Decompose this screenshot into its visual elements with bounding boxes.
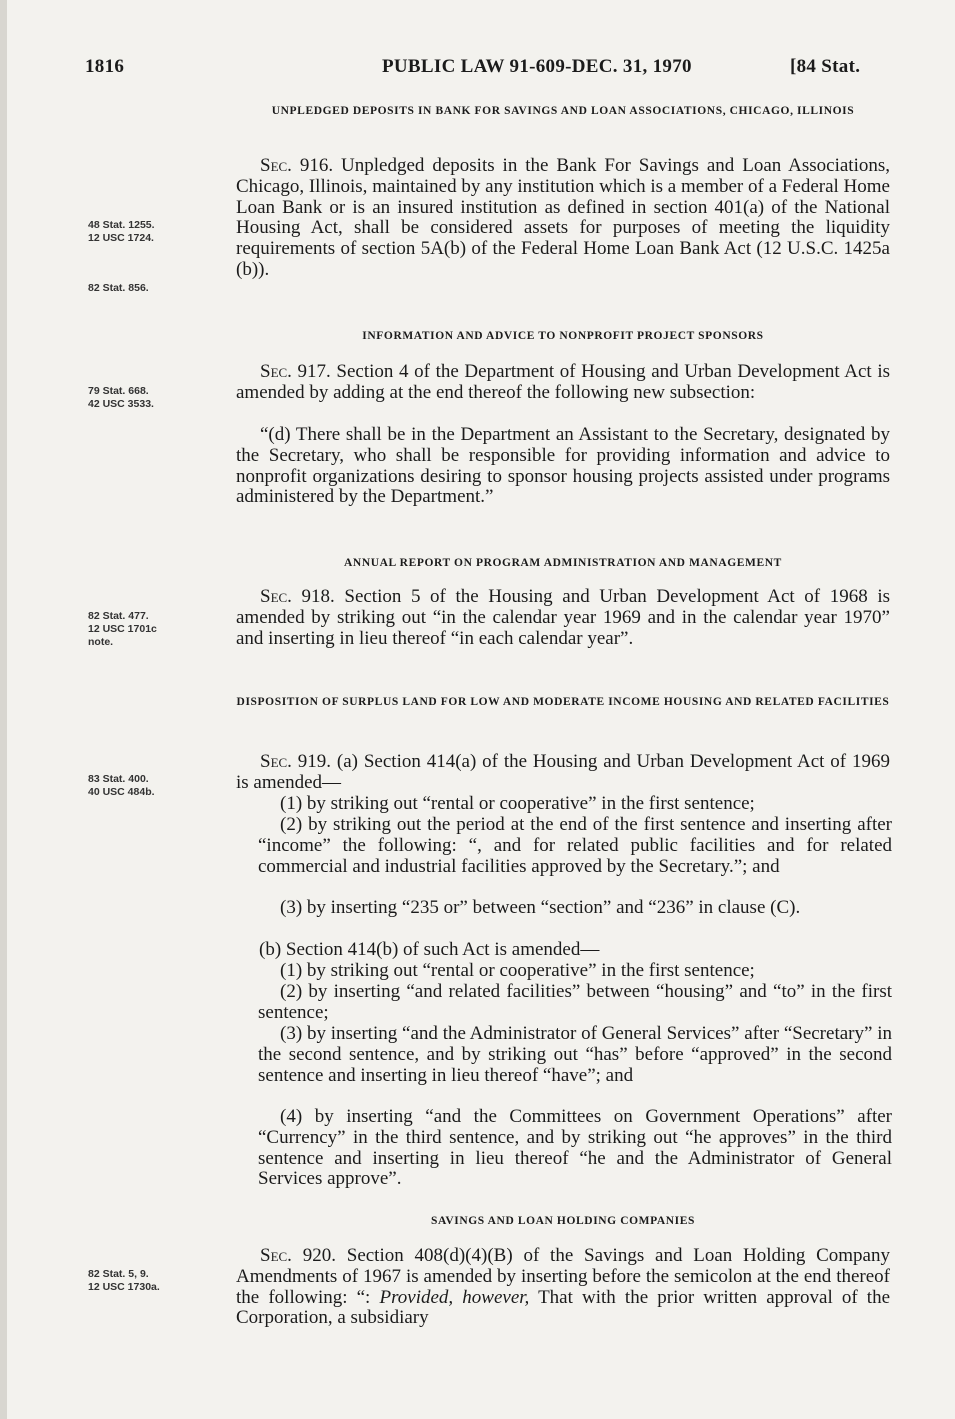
- sec-label: Sec.: [260, 586, 292, 607]
- section-917-quote: “(d) There shall be in the Department an Assistant to the Secretary, designated by the Secretary, who shall be responsible for providing information and advice to nonprofit organizations desiring to sponsor housing projects assisted under programs administered by the Department.”: [236, 424, 890, 508]
- margin-citation: note.: [88, 636, 114, 648]
- subsection-a-item-3: (3) by inserting “235 or” between “section” and “236” in clause (C).: [280, 897, 801, 918]
- subsection-a-item-2: (2) by striking out the period at the end of the first sentence and inserting after “income” the following: “, and for related public facilities and for related commercial and industrial facilities approved by the Secretary.”; and: [258, 814, 892, 877]
- section-920-heading: SAVINGS AND LOAN HOLDING COMPANIES: [430, 1215, 696, 1227]
- margin-note-916: [88, 219, 213, 245]
- volume-reference: [84 Stat.: [790, 56, 861, 77]
- margin-citation: 48 Stat. 1255.: [88, 219, 155, 231]
- margin-citation: 82 Stat. 5, 9.: [88, 1268, 149, 1280]
- section-918-body: 918. Section 5 of the Housing and Urban Development Act of 1968 is amended by striking out “in the calendar year 1969 and in the calendar year 1970” and inserting in lieu thereof “in each calendar year”.: [236, 586, 890, 649]
- section-920-body-end: That with the prior written approval of the Corporation, a subsidiary: [236, 1286, 891, 1329]
- section-919-heading: DISPOSITION OF SURPLUS LAND FOR LOW AND MODERATE INCOME HOUSING AND RELATED FACILITIES: [236, 696, 890, 708]
- section-918-heading: ANNUAL REPORT ON PROGRAM ADMINISTRATION AND MANAGEMENT: [344, 557, 782, 569]
- margin-citation: 40 USC 484b.: [88, 786, 155, 798]
- sec-label: Sec.: [260, 155, 292, 176]
- section-920-proviso: Provided, however,: [379, 1286, 530, 1308]
- page-number: 1816: [85, 56, 125, 77]
- sec-label: Sec.: [260, 751, 292, 772]
- section-916-body: 916. Unpledged deposits in the Bank For Savings and Loan Associations, Chicago, Illinois, maintained by any institution which is a member of a Federal Home Loan Bank or is an insured institution as defined in section 401(a) of the National Housing Act, shall be considered assets for purposes of meeting the liquidity requirements of section 5A(b) of the Federal Home Loan Bank Act (12 U.S.C. 1425a (b)).: [236, 155, 890, 280]
- section-917-heading: INFORMATION AND ADVICE TO NONPROFIT PROJECT SPONSORS: [362, 330, 764, 342]
- margin-citation: 12 USC 1724.: [88, 232, 154, 244]
- section-920-body-start: 920. Section 408(d)(4)(B) of the Savings and Loan Holding Company Amendments of 1967 is amended by inserting before the semicolon at the end thereof the following: “:: [236, 1245, 890, 1308]
- subsection-b-item-1: (1) by striking out “rental or cooperative” in the first sentence;: [280, 960, 755, 981]
- margin-note-919: [88, 773, 213, 799]
- margin-citation: 82 Stat. 856.: [88, 282, 149, 294]
- margin-note-918: [88, 610, 213, 649]
- margin-citation: 12 USC 1730a.: [88, 1281, 160, 1293]
- subsection-b-item-3: (3) by inserting “and the Administrator of General Services” after “Secretary” in the second sentence, and by striking out “has” before “approved” in the second sentence and inserting in lieu thereof “have”; and: [258, 1023, 892, 1086]
- sec-label: Sec.: [260, 1245, 292, 1266]
- subsection-b-intro: (b) Section 414(b) of such Act is amended—: [259, 939, 600, 960]
- margin-note-916b: [88, 282, 213, 295]
- section-917-text: [236, 362, 890, 404]
- subsection-b-item-4: (4) by inserting “and the Committees on Government Operations” after “Currency” in the third sentence, and by striking out “he approves” in the third sentence and inserting in lieu thereof “he and the Administrator of General Services approve”.: [258, 1106, 892, 1190]
- section-916-text: [236, 156, 890, 281]
- section-919-body: 919. (a) Section 414(a) of the Housing and Urban Development Act of 1969 is amended—: [236, 751, 890, 793]
- subsection-b-item-2: (2) by inserting “and related facilities” between “housing” and “to” in the first sentence;: [258, 981, 892, 1023]
- margin-note-920: [88, 1268, 213, 1294]
- section-920-text: [236, 1246, 890, 1329]
- section-916-heading: UNPLEDGED DEPOSITS IN BANK FOR SAVINGS AND LOAN ASSOCIATIONS, CHICAGO, ILLINOIS: [271, 105, 855, 117]
- page-edge: [0, 0, 7, 1419]
- margin-citation: 82 Stat. 477.: [88, 610, 149, 622]
- sec-label: Sec.: [260, 361, 292, 382]
- section-917-body: 917. Section 4 of the Department of Housing and Urban Development Act is amended by adding at the end thereof the following new subsection:: [236, 361, 890, 403]
- subsection-a-item-1: (1) by striking out “rental or cooperative” in the first sentence;: [280, 793, 755, 814]
- section-918-text: [236, 587, 890, 649]
- margin-citation: 83 Stat. 400.: [88, 773, 149, 785]
- running-title: PUBLIC LAW 91-609-DEC. 31, 1970: [382, 56, 692, 77]
- margin-note-917: [88, 385, 213, 411]
- margin-citation: 79 Stat. 668.: [88, 385, 149, 397]
- margin-citation: 42 USC 3533.: [88, 398, 154, 410]
- margin-citation: 12 USC 1701c: [88, 623, 157, 635]
- section-919-text: [236, 752, 890, 794]
